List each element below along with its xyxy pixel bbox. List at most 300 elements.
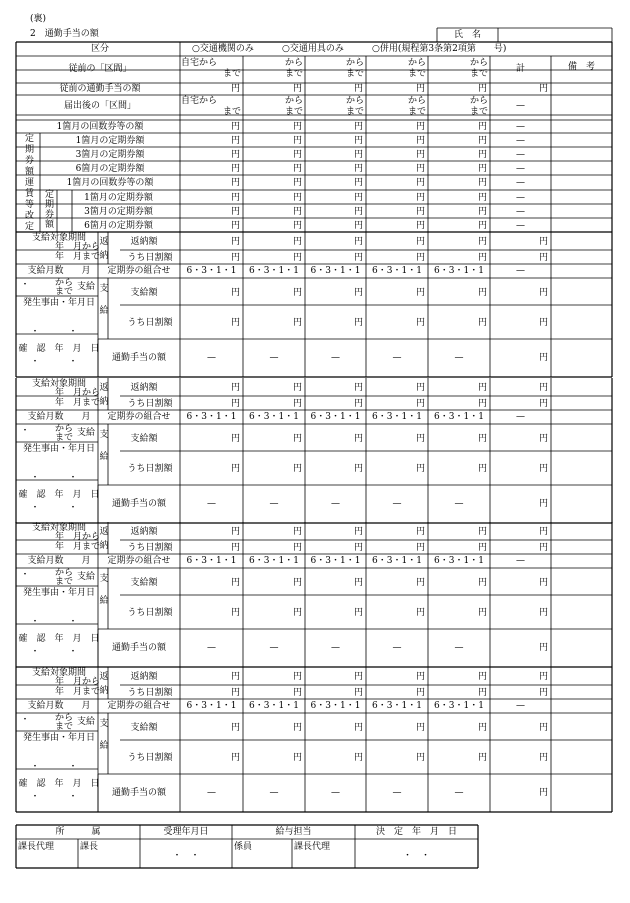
yen-unit: 円 xyxy=(477,318,487,328)
yen-unit: 円 xyxy=(538,399,548,409)
section-until: まで xyxy=(407,69,426,79)
yen-unit: 円 xyxy=(353,237,363,247)
dash: — xyxy=(269,643,279,653)
combo-value: 6・3・1・1 xyxy=(186,701,237,711)
yen-unit: 円 xyxy=(415,399,425,409)
dash: — xyxy=(516,266,525,276)
yen-unit: 円 xyxy=(477,136,487,146)
daily-portion-label: うち日割額 xyxy=(127,464,173,474)
yen-unit: 円 xyxy=(415,164,425,174)
event-label: 発生事由・年月日 xyxy=(22,733,95,743)
kaitei-side-char: 運 xyxy=(24,178,34,188)
combo-value: 6・3・1・1 xyxy=(249,556,299,566)
dot: ・ xyxy=(30,617,40,627)
period-to: 年 月まで xyxy=(54,542,100,552)
section-until: まで xyxy=(284,107,303,117)
remarks-header: 備 考 xyxy=(567,62,595,72)
refund-char-no: 納 xyxy=(99,251,109,261)
confirm-label: 確 認 年 月 日 xyxy=(18,490,100,500)
yen-unit: 円 xyxy=(230,527,240,537)
yen-unit: 円 xyxy=(230,136,240,146)
yen-unit: 円 xyxy=(230,84,240,94)
yen-unit: 円 xyxy=(230,753,240,763)
teiki-side-char: 券 xyxy=(24,156,34,166)
before-amount-label: 従前の通勤手当の額 xyxy=(59,84,141,94)
before-section-label: 従前の「区間」 xyxy=(68,64,132,74)
dot: ・ xyxy=(20,280,30,290)
period-to: 年 月まで xyxy=(54,252,100,262)
period-to: 年 月まで xyxy=(54,687,100,697)
dash: — xyxy=(392,788,402,798)
commute-amount-label: 通勤手当の額 xyxy=(111,499,166,509)
months-label: 支給月数 月 xyxy=(27,412,91,422)
yen-unit: 円 xyxy=(292,578,302,588)
yen-unit: 円 xyxy=(230,221,240,231)
yen-unit: 円 xyxy=(353,383,363,393)
commute-amount-label: 通勤手当の額 xyxy=(111,353,166,363)
option-vehicle-only[interactable]: ○交通用具のみ xyxy=(282,44,344,54)
yen-unit: 円 xyxy=(538,353,548,363)
dot: ・ xyxy=(20,570,30,580)
yen-unit: 円 xyxy=(477,543,487,553)
section-from: から xyxy=(284,96,303,106)
kaitei-row-label: 1箇月の定期券額 xyxy=(84,193,153,203)
teiki-row-label: 1箇月の定期券額 xyxy=(75,136,145,146)
yen-unit: 円 xyxy=(353,84,363,94)
yen-unit: 円 xyxy=(477,578,487,588)
section-until: まで xyxy=(469,107,488,117)
yen-unit: 円 xyxy=(292,150,302,160)
yen-unit: 円 xyxy=(477,178,487,188)
dot: ・ xyxy=(30,327,40,337)
event-label: 発生事由・年月日 xyxy=(22,298,95,308)
yen-unit: 円 xyxy=(538,788,548,798)
dash: — xyxy=(516,178,525,188)
dash: — xyxy=(392,499,402,509)
dot: ・ xyxy=(68,792,78,802)
yen-unit: 円 xyxy=(230,608,240,618)
shikyu-short: 支給 xyxy=(77,717,96,727)
yen-unit: 円 xyxy=(538,723,548,733)
yen-unit: 円 xyxy=(230,122,240,132)
combo-value: 6・3・1・1 xyxy=(434,556,484,566)
dot: ・ xyxy=(30,503,40,513)
section-until: まで xyxy=(469,69,488,79)
yen-unit: 円 xyxy=(477,399,487,409)
daily-portion-label: うち日割額 xyxy=(127,253,173,263)
yen-unit: 円 xyxy=(292,178,302,188)
dash: — xyxy=(516,701,525,711)
dot: ・ xyxy=(30,473,40,483)
yen-unit: 円 xyxy=(230,150,240,160)
yen-unit: 円 xyxy=(415,221,425,231)
refund-char-no: 納 xyxy=(99,397,109,407)
section-until: まで xyxy=(222,107,241,117)
yen-unit: 円 xyxy=(477,164,487,174)
yen-unit: 円 xyxy=(292,383,302,393)
yen-unit: 円 xyxy=(292,608,302,618)
received-dots: ・ ・ xyxy=(172,851,200,861)
total-header: 計 xyxy=(515,64,525,74)
kaitei-side-char: 改 xyxy=(24,211,34,221)
combo-value: 6・3・1・1 xyxy=(372,412,422,422)
yen-unit: 円 xyxy=(353,434,363,444)
dot: ・ xyxy=(68,327,78,337)
dash: — xyxy=(454,643,464,653)
yen-unit: 円 xyxy=(292,253,302,263)
yen-unit: 円 xyxy=(292,723,302,733)
received-label: 受理年月日 xyxy=(163,827,209,837)
pay-char-kyu: 給 xyxy=(99,741,109,751)
pay-char-kyu: 給 xyxy=(99,306,109,316)
kara: から xyxy=(54,278,73,288)
yen-unit: 円 xyxy=(353,178,363,188)
combo-value: 6・3・1・1 xyxy=(249,412,299,422)
period-from: 年 月から xyxy=(54,532,100,542)
dash: — xyxy=(331,643,340,653)
yen-unit: 円 xyxy=(415,527,425,537)
daily-portion-label: うち日割額 xyxy=(127,318,173,328)
pay-char-shi: 支 xyxy=(99,430,109,440)
dash: — xyxy=(516,136,525,146)
dash: — xyxy=(207,353,216,363)
yen-unit: 円 xyxy=(353,608,363,618)
yen-unit: 円 xyxy=(477,464,487,474)
yen-unit: 円 xyxy=(353,688,363,698)
yen-unit: 円 xyxy=(477,608,487,618)
dash: — xyxy=(207,643,216,653)
dash: — xyxy=(392,643,402,653)
yen-unit: 円 xyxy=(415,578,425,588)
kaitei-row-label: 6箇月の定期券額 xyxy=(84,221,153,231)
yen-unit: 円 xyxy=(477,237,487,247)
yen-unit: 円 xyxy=(538,688,548,698)
confirm-label: 確 認 年 月 日 xyxy=(18,634,100,644)
kara: から xyxy=(54,424,73,434)
yen-unit: 円 xyxy=(415,207,425,217)
yen-unit: 円 xyxy=(292,527,302,537)
dash: — xyxy=(516,221,525,231)
refund-label: 返納額 xyxy=(130,237,158,247)
yen-unit: 円 xyxy=(415,464,425,474)
yen-unit: 円 xyxy=(230,288,240,298)
made: まで xyxy=(54,287,73,297)
kaitei-side-char: 賃 xyxy=(24,189,34,199)
dot: ・ xyxy=(68,647,78,657)
teiki-row-label: 3箇月の定期券額 xyxy=(75,150,145,160)
teiki-row-label: 6箇月の定期券額 xyxy=(75,164,145,174)
dot: ・ xyxy=(68,617,78,627)
combo-value: 6・3・1・1 xyxy=(249,701,299,711)
made: まで xyxy=(54,722,73,732)
section-until: まで xyxy=(407,107,426,117)
made: まで xyxy=(54,433,73,443)
dash: — xyxy=(516,122,525,132)
yen-unit: 円 xyxy=(477,434,487,444)
yen-unit: 円 xyxy=(292,318,302,328)
yen-unit: 円 xyxy=(415,122,425,132)
months-label: 支給月数 月 xyxy=(27,266,91,276)
daily-portion-label: うち日割額 xyxy=(127,688,173,698)
section-from: から xyxy=(469,58,488,68)
yen-unit: 円 xyxy=(292,122,302,132)
kaitei-row-label: 3箇月の定期券額 xyxy=(84,207,153,217)
combo-value: 6・3・1・1 xyxy=(249,266,299,276)
dash: — xyxy=(269,353,279,363)
dash: — xyxy=(516,164,525,174)
dash: — xyxy=(331,353,340,363)
yen-unit: 円 xyxy=(415,318,425,328)
yen-unit: 円 xyxy=(353,164,363,174)
section-until: まで xyxy=(345,69,364,79)
decision-label: 決 定 年 月 日 xyxy=(375,827,457,837)
yen-unit: 円 xyxy=(230,464,240,474)
pay-char-kyu: 給 xyxy=(99,596,109,606)
kara: から xyxy=(54,568,73,578)
yen-unit: 円 xyxy=(477,221,487,231)
yen-unit: 円 xyxy=(292,221,302,231)
teiki-side-char: 額 xyxy=(24,167,34,177)
kaitei-side-char: 定 xyxy=(24,222,34,232)
yen-unit: 円 xyxy=(353,578,363,588)
dot: ・ xyxy=(68,473,78,483)
confirm-label: 確 認 年 月 日 xyxy=(18,344,100,354)
yen-unit: 円 xyxy=(230,383,240,393)
dash: — xyxy=(269,788,279,798)
yen-unit: 円 xyxy=(477,527,487,537)
yen-unit: 円 xyxy=(415,84,425,94)
section-until: まで xyxy=(222,69,241,79)
chief-deputy2-label: 課長代理 xyxy=(294,842,331,852)
yen-unit: 円 xyxy=(415,434,425,444)
yen-unit: 円 xyxy=(538,543,548,553)
yen-unit: 円 xyxy=(415,193,425,203)
kaitei-sub-char: 期 xyxy=(44,200,54,210)
period-from: 年 月から xyxy=(54,242,100,252)
dot: ・ xyxy=(20,715,30,725)
combo-value: 6・3・1・1 xyxy=(310,266,361,276)
header-classification: 区分 xyxy=(90,44,109,54)
yen-unit: 円 xyxy=(353,753,363,763)
yen-unit: 円 xyxy=(415,753,425,763)
pay-label: 支給額 xyxy=(130,723,158,733)
period-label: 支給対象期間 xyxy=(31,523,86,533)
combo-value: 6・3・1・1 xyxy=(310,412,361,422)
yen-unit: 円 xyxy=(477,122,487,132)
combo-label: 定期券の組合せ xyxy=(107,556,171,566)
section-from: から xyxy=(345,96,364,106)
yen-unit: 円 xyxy=(230,399,240,409)
dash: — xyxy=(454,788,464,798)
yen-unit: 円 xyxy=(292,193,302,203)
daily-portion-label: うち日割額 xyxy=(127,608,173,618)
refund-char-no: 納 xyxy=(99,541,109,551)
yen-unit: 円 xyxy=(477,253,487,263)
pay-label: 支給額 xyxy=(130,288,158,298)
yen-unit: 円 xyxy=(292,237,302,247)
yen-unit: 円 xyxy=(292,164,302,174)
yen-unit: 円 xyxy=(230,193,240,203)
dash: — xyxy=(392,353,402,363)
yen-unit: 円 xyxy=(292,207,302,217)
combo-label: 定期券の組合せ xyxy=(107,266,171,276)
yen-unit: 円 xyxy=(353,723,363,733)
yen-unit: 円 xyxy=(538,753,548,763)
yen-unit: 円 xyxy=(353,399,363,409)
section-until: まで xyxy=(284,69,303,79)
yen-unit: 円 xyxy=(292,753,302,763)
chief-label: 課長 xyxy=(80,842,99,852)
yen-unit: 円 xyxy=(538,288,548,298)
yen-unit: 円 xyxy=(230,178,240,188)
months-label: 支給月数 月 xyxy=(27,701,91,711)
yen-unit: 円 xyxy=(353,253,363,263)
refund-char-hen: 返 xyxy=(99,527,109,537)
section-title: 2 通勤手当の額 xyxy=(30,29,99,39)
yen-unit: 円 xyxy=(292,672,302,682)
yen-unit: 円 xyxy=(292,288,302,298)
commute-amount-label: 通勤手当の額 xyxy=(111,788,166,798)
yen-unit: 円 xyxy=(292,688,302,698)
pay-char-shi: 支 xyxy=(99,719,109,729)
yen-unit: 円 xyxy=(477,84,487,94)
yen-unit: 円 xyxy=(292,434,302,444)
refund-char-hen: 返 xyxy=(99,672,109,682)
yen-unit: 円 xyxy=(353,221,363,231)
yen-unit: 円 xyxy=(353,150,363,160)
payroll-label: 給与担当 xyxy=(275,827,312,837)
period-label: 支給対象期間 xyxy=(31,668,86,678)
yen-unit: 円 xyxy=(415,237,425,247)
yen-unit: 円 xyxy=(415,688,425,698)
dot: ・ xyxy=(68,503,78,513)
period-label: 支給対象期間 xyxy=(31,379,86,389)
kaitei-side-char: 等 xyxy=(24,200,34,210)
yen-unit: 円 xyxy=(415,253,425,263)
yen-unit: 円 xyxy=(415,383,425,393)
shikyu-short: 支給 xyxy=(77,572,96,582)
pay-char-kyu: 給 xyxy=(99,452,109,462)
combo-value: 6・3・1・1 xyxy=(186,556,237,566)
dept-label: 所 属 xyxy=(55,827,101,837)
yen-unit: 円 xyxy=(230,672,240,682)
dot: ・ xyxy=(68,357,78,367)
section-until: まで xyxy=(345,107,364,117)
yen-unit: 円 xyxy=(415,136,425,146)
yen-unit: 円 xyxy=(477,150,487,160)
staff-label: 係員 xyxy=(234,842,253,852)
yen-unit: 円 xyxy=(292,399,302,409)
pay-label: 支給額 xyxy=(130,578,158,588)
dot: ・ xyxy=(30,762,40,772)
combo-value: 6・3・1・1 xyxy=(372,701,422,711)
yen-unit: 円 xyxy=(477,688,487,698)
dash: — xyxy=(331,788,340,798)
kara: から xyxy=(54,713,73,723)
dot: ・ xyxy=(30,792,40,802)
yen-unit: 円 xyxy=(353,207,363,217)
yen-unit: 円 xyxy=(477,288,487,298)
yen-unit: 円 xyxy=(538,499,548,509)
section-from: から xyxy=(284,58,303,68)
made: まで xyxy=(54,577,73,587)
yen-unit: 円 xyxy=(230,237,240,247)
dash: — xyxy=(331,499,340,509)
yen-unit: 円 xyxy=(415,178,425,188)
dash: — xyxy=(516,412,525,422)
section-from: から xyxy=(407,58,426,68)
yen-unit: 円 xyxy=(538,527,548,537)
combo-label: 定期券の組合せ xyxy=(107,701,171,711)
combo-value: 6・3・1・1 xyxy=(372,266,422,276)
yen-unit: 円 xyxy=(415,723,425,733)
yen-unit: 円 xyxy=(538,643,548,653)
months-label: 支給月数 月 xyxy=(27,556,91,566)
chief-deputy-label: 課長代理 xyxy=(18,842,55,852)
yen-unit: 円 xyxy=(415,608,425,618)
yen-unit: 円 xyxy=(538,253,548,263)
yen-unit: 円 xyxy=(230,253,240,263)
daily-portion-label: うち日割額 xyxy=(127,543,173,553)
combo-value: 6・3・1・1 xyxy=(310,701,361,711)
dash: — xyxy=(207,788,216,798)
dot: ・ xyxy=(20,426,30,436)
yen-unit: 円 xyxy=(353,136,363,146)
period-to: 年 月まで xyxy=(54,398,100,408)
event-label: 発生事由・年月日 xyxy=(22,444,95,454)
yen-unit: 円 xyxy=(538,464,548,474)
dot: ・ xyxy=(30,647,40,657)
yen-unit: 円 xyxy=(538,608,548,618)
teiki-kaisu-label: 1箇月の回数券等の額 xyxy=(56,122,144,132)
refund-label: 返納額 xyxy=(130,672,158,682)
yen-unit: 円 xyxy=(353,122,363,132)
refund-char-no: 納 xyxy=(99,686,109,696)
section-from: から xyxy=(345,58,364,68)
combo-value: 6・3・1・1 xyxy=(434,701,484,711)
yen-unit: 円 xyxy=(292,84,302,94)
yen-unit: 円 xyxy=(353,464,363,474)
combo-label: 定期券の組合せ xyxy=(107,412,171,422)
option-combined[interactable]: ○併用(規程第3条第2項第 号) xyxy=(372,44,507,54)
combo-value: 6・3・1・1 xyxy=(310,556,361,566)
teiki-side-char: 期 xyxy=(24,145,34,155)
yen-unit: 円 xyxy=(230,318,240,328)
refund-label: 返納額 xyxy=(130,527,158,537)
yen-unit: 円 xyxy=(538,383,548,393)
dash: — xyxy=(516,150,525,160)
kaitei-sub-char: 券 xyxy=(44,210,54,220)
yen-unit: 円 xyxy=(477,193,487,203)
dash: — xyxy=(454,499,464,509)
section-from: から xyxy=(469,96,488,106)
yen-unit: 円 xyxy=(353,318,363,328)
dash: — xyxy=(269,499,279,509)
commute-amount-label: 通勤手当の額 xyxy=(111,643,166,653)
yen-unit: 円 xyxy=(353,672,363,682)
yen-unit: 円 xyxy=(230,164,240,174)
yen-unit: 円 xyxy=(415,543,425,553)
yen-unit: 円 xyxy=(538,318,548,328)
confirm-label: 確 認 年 月 日 xyxy=(18,779,100,789)
yen-unit: 円 xyxy=(415,672,425,682)
dash: — xyxy=(516,101,525,111)
dash: — xyxy=(516,207,525,217)
option-transit-only[interactable]: ○交通機関のみ xyxy=(192,44,254,54)
dash: — xyxy=(207,499,216,509)
yen-unit: 円 xyxy=(353,288,363,298)
yen-unit: 円 xyxy=(538,578,548,588)
